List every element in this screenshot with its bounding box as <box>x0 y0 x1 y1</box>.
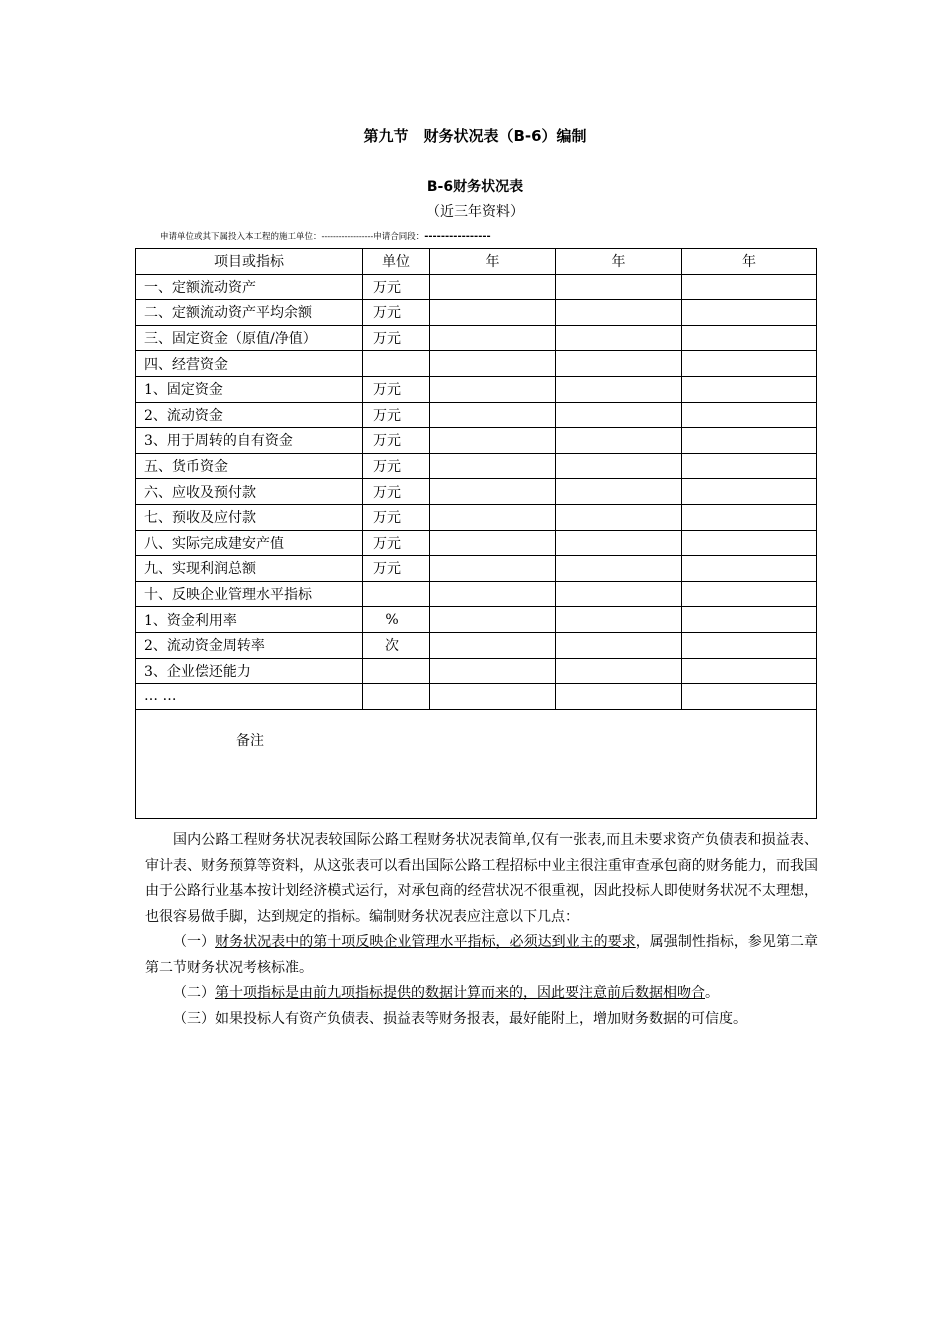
row-unit: 万元 <box>363 300 430 326</box>
year-2-value-cell[interactable] <box>556 530 682 556</box>
point-2-underlined: 第十项指标是由前九项指标提供的数据计算而来的，因此要注意前后数据相吻合 <box>215 985 705 1001</box>
table-row <box>136 325 817 351</box>
table-row <box>136 376 817 402</box>
table-row <box>136 658 817 684</box>
year-3-value-cell[interactable] <box>682 530 817 556</box>
table-row <box>136 453 817 479</box>
row-item: 1、固定资金 <box>136 376 363 402</box>
table-row <box>136 479 817 505</box>
year-1-value-cell[interactable] <box>430 581 556 607</box>
point-3: （三）如果投标人有资产负债表、损益表等财务报表，最好能附上，增加财务数据的可信度。 <box>173 1010 747 1027</box>
year-1-value-cell[interactable] <box>430 479 556 505</box>
row-unit: 万元 <box>363 504 430 530</box>
row-item: 八、实际完成建安产值 <box>136 530 363 556</box>
year-2-value-cell[interactable] <box>556 351 682 377</box>
year-1-value-cell[interactable] <box>430 607 556 633</box>
year-1-value-cell[interactable] <box>430 530 556 556</box>
contract-section-blank: ---------------- <box>424 231 491 242</box>
row-unit <box>363 581 430 607</box>
point-2-rest: 。 <box>705 985 719 1001</box>
row-item: 九、实现利润总额 <box>136 556 363 582</box>
year-2-value-cell[interactable] <box>556 453 682 479</box>
year-1-value-cell[interactable] <box>430 504 556 530</box>
table-subtitle: （近三年资料） <box>426 204 524 220</box>
row-unit: 万元 <box>363 479 430 505</box>
year-3-value-cell[interactable] <box>682 479 817 505</box>
table-row <box>136 581 817 607</box>
section-title: 第九节 财务状况表（B-6）编制 <box>363 127 587 145</box>
year-2-value-cell[interactable] <box>556 402 682 428</box>
row-unit <box>363 684 430 710</box>
row-item: 一、定额流动资产 <box>136 274 363 300</box>
year-3-value-cell[interactable] <box>682 300 817 326</box>
year-3-value-cell[interactable] <box>682 607 817 633</box>
row-item: 3、用于周转的自有资金 <box>136 428 363 454</box>
year-3-value-cell[interactable] <box>682 453 817 479</box>
row-item: 二、定额流动资产平均余额 <box>136 300 363 326</box>
table-row <box>136 274 817 300</box>
year-3-value-cell[interactable] <box>682 274 817 300</box>
year-1-value-cell[interactable] <box>430 274 556 300</box>
year-3-value-cell[interactable] <box>682 325 817 351</box>
year-3-value-cell[interactable] <box>682 581 817 607</box>
row-item: 五、货币资金 <box>136 453 363 479</box>
year-1-value-cell[interactable] <box>430 556 556 582</box>
year-3-value-cell[interactable] <box>682 428 817 454</box>
row-item: 3、企业偿还能力 <box>136 658 363 684</box>
row-item: … … <box>136 684 363 710</box>
remarks-row <box>136 709 817 818</box>
point-1-prefix: （一） <box>173 934 216 950</box>
table-row <box>136 632 817 658</box>
applicant-unit-blank: ------------------ <box>321 232 374 242</box>
year-1-value-cell[interactable] <box>430 300 556 326</box>
contract-section-label: 申请合同段： <box>373 232 425 242</box>
row-unit: 万元 <box>363 274 430 300</box>
row-item: 2、流动资金周转率 <box>136 632 363 658</box>
year-1-value-cell[interactable] <box>430 428 556 454</box>
header-item: 项目或指标 <box>136 249 363 275</box>
remarks-cell[interactable] <box>136 709 817 818</box>
year-1-value-cell[interactable] <box>430 632 556 658</box>
table-row <box>136 402 817 428</box>
row-unit: 次 <box>363 632 430 658</box>
year-1-value-cell[interactable] <box>430 658 556 684</box>
table-row <box>136 607 817 633</box>
row-item: 十、反映企业管理水平指标 <box>136 581 363 607</box>
year-2-value-cell[interactable] <box>556 274 682 300</box>
row-unit: 万元 <box>363 376 430 402</box>
year-2-value-cell[interactable] <box>556 581 682 607</box>
header-year-1: 年 <box>430 249 556 275</box>
row-unit: % <box>363 607 430 633</box>
intro-paragraph: 国内公路工程财务状况表较国际公路工程财务状况表简单,仅有一张表,而且未要求资产负债表和损益表、审计表、财务预算等资料，从这张表可以看出国际公路工程招标中业主很注重审查承包商的财务能力，而我国由于公路行业基本按计划经济模式运行，对承包商的经营状况不很重视，因此投标人即使财务状况不太理想，也很容易做手脚，达到规定的指标。编制财务状况表应注意以下几点： <box>145 832 818 925</box>
header-year-3: 年 <box>682 249 817 275</box>
row-unit: 万元 <box>363 530 430 556</box>
row-item: 七、预收及应付款 <box>136 504 363 530</box>
table-row <box>136 504 817 530</box>
point-2 <box>145 981 818 1007</box>
header-unit: 单位 <box>363 249 430 275</box>
year-2-value-cell[interactable] <box>556 684 682 710</box>
row-unit: 万元 <box>363 325 430 351</box>
row-unit: 万元 <box>363 402 430 428</box>
year-3-value-cell[interactable] <box>682 684 817 710</box>
year-1-value-cell[interactable] <box>430 351 556 377</box>
year-2-value-cell[interactable] <box>556 658 682 684</box>
year-3-value-cell[interactable] <box>682 658 817 684</box>
year-1-value-cell[interactable] <box>430 376 556 402</box>
row-item: 1、资金利用率 <box>136 607 363 633</box>
year-2-value-cell[interactable] <box>556 428 682 454</box>
row-item: 2、流动资金 <box>136 402 363 428</box>
applicant-unit-label: 申请单位或其下属投入本工程的施工单位： <box>160 232 322 242</box>
year-1-value-cell[interactable] <box>430 684 556 710</box>
year-3-value-cell[interactable] <box>682 376 817 402</box>
year-2-value-cell[interactable] <box>556 325 682 351</box>
year-2-value-cell[interactable] <box>556 632 682 658</box>
row-unit: 万元 <box>363 453 430 479</box>
table-row <box>136 556 817 582</box>
year-2-value-cell[interactable] <box>556 607 682 633</box>
row-unit: 万元 <box>363 556 430 582</box>
table-row <box>136 300 817 326</box>
row-item: 三、固定资金（原值/净值） <box>136 325 363 351</box>
explanatory-text <box>145 828 818 1032</box>
year-3-value-cell[interactable] <box>682 402 817 428</box>
year-2-value-cell[interactable] <box>556 556 682 582</box>
financial-status-table <box>135 248 817 819</box>
point-1-underlined: 财务状况表中的第十项反映企业管理水平指标，必须达到业主的要求 <box>215 934 636 950</box>
table-row <box>136 684 817 710</box>
year-1-value-cell[interactable] <box>430 325 556 351</box>
table-row <box>136 428 817 454</box>
year-3-value-cell[interactable] <box>682 351 817 377</box>
year-2-value-cell[interactable] <box>556 300 682 326</box>
row-item: 六、应收及预付款 <box>136 479 363 505</box>
year-2-value-cell[interactable] <box>556 479 682 505</box>
table-row <box>136 351 817 377</box>
year-3-value-cell[interactable] <box>682 632 817 658</box>
row-item: 四、经营资金 <box>136 351 363 377</box>
table-header-row <box>136 249 817 275</box>
point-2-prefix: （二） <box>173 985 215 1001</box>
year-3-value-cell[interactable] <box>682 556 817 582</box>
header-year-2: 年 <box>556 249 682 275</box>
row-unit <box>363 351 430 377</box>
year-2-value-cell[interactable] <box>556 504 682 530</box>
year-3-value-cell[interactable] <box>682 504 817 530</box>
table-row <box>136 530 817 556</box>
point-1 <box>145 930 818 981</box>
year-2-value-cell[interactable] <box>556 376 682 402</box>
year-1-value-cell[interactable] <box>430 453 556 479</box>
point-1-rest: ，属强制性指标，参见第二章第二节财务状况考核标准。 <box>145 934 819 976</box>
row-unit: 万元 <box>363 428 430 454</box>
remarks-label: 备注 <box>236 732 264 749</box>
table-title: B-6财务状况表 <box>426 179 524 195</box>
year-1-value-cell[interactable] <box>430 402 556 428</box>
row-unit <box>363 658 430 684</box>
applicant-line <box>160 230 491 242</box>
